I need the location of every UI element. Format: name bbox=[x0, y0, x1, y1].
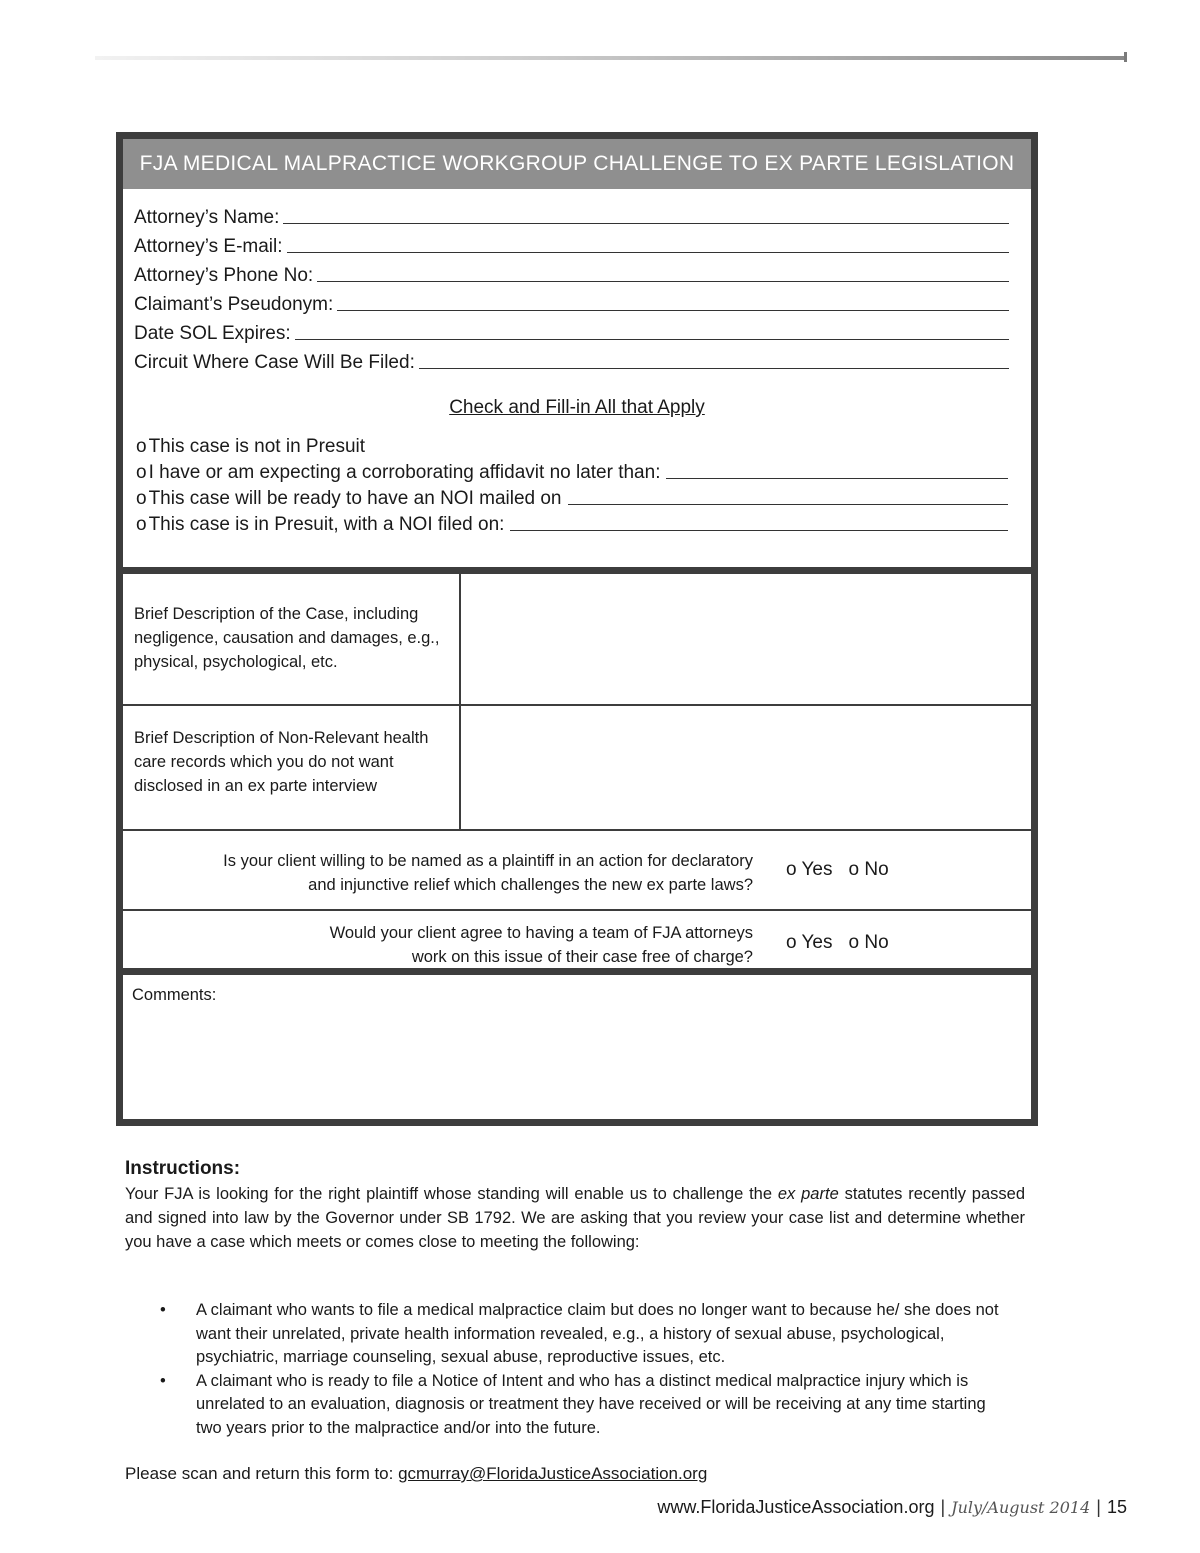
instructions-text: statutes recently passed and signed into law by the Governor under SB 1792. We are asking that you review your case list and determine whether you have a case which meets or comes close to meeting the following: bbox=[125, 1185, 1026, 1251]
instructions-body bbox=[125, 1182, 1025, 1254]
records-description-input[interactable] bbox=[461, 706, 1031, 829]
field-label: Circuit Where Case Will Be Filed: bbox=[134, 352, 415, 373]
yes-option[interactable]: o Yes bbox=[786, 932, 833, 953]
question-line: and injunctive relief which challenges the new ex parte laws? bbox=[308, 876, 753, 894]
list-item bbox=[160, 1299, 1010, 1370]
return-email-link[interactable]: gcmurray@FloridaJusticeAssociation.org bbox=[398, 1464, 708, 1483]
fill-line[interactable] bbox=[317, 281, 1009, 282]
row-divider bbox=[123, 909, 1031, 911]
footer-issue: July/August 2014 bbox=[951, 1498, 1091, 1517]
checkbox-icon[interactable]: o bbox=[136, 436, 147, 457]
check-item-label: This case will be ready to have an NOI mailed on bbox=[148, 488, 562, 509]
team-yes-no bbox=[786, 932, 905, 954]
checkbox-icon[interactable]: o bbox=[136, 462, 147, 483]
return-text: Please scan and return this form to: bbox=[125, 1464, 399, 1483]
field-label: Claimant’s Pseudonym: bbox=[134, 294, 334, 315]
date-sol-expires-field[interactable] bbox=[134, 319, 1009, 345]
section-divider bbox=[123, 567, 1031, 574]
footer-website[interactable]: www.FloridaJusticeAssociation.org bbox=[657, 1497, 935, 1517]
records-description-label: Brief Description of Non-Relevant health care records which you do not want disclosed in an ex parte interview bbox=[134, 729, 429, 795]
form-frame bbox=[116, 132, 1038, 1126]
question-line: work on this issue of their case free of charge? bbox=[411, 948, 753, 966]
claimant-pseudonym-field[interactable] bbox=[134, 290, 1009, 316]
fill-line[interactable] bbox=[510, 530, 1008, 531]
criteria-list bbox=[160, 1299, 1010, 1440]
checkbox-icon[interactable]: o bbox=[136, 488, 147, 509]
check-item-noi-filed[interactable] bbox=[136, 510, 1008, 536]
field-label: Attorney’s Name: bbox=[134, 207, 280, 228]
check-item-not-presuit[interactable] bbox=[136, 432, 1008, 458]
no-option[interactable]: o No bbox=[848, 859, 889, 880]
footer-separator: | bbox=[940, 1497, 946, 1517]
plaintiff-yes-no bbox=[786, 859, 905, 881]
check-item-label: I have or am expecting a corroborating affidavit no later than: bbox=[148, 462, 661, 483]
fill-line[interactable] bbox=[666, 478, 1008, 479]
yes-option[interactable]: o Yes bbox=[786, 859, 833, 880]
fill-line[interactable] bbox=[568, 504, 1008, 505]
attorney-email-field[interactable] bbox=[134, 232, 1009, 258]
case-description-label: Brief Description of the Case, including negligence, causation and damages, e.g., physical, psychological, etc. bbox=[134, 605, 440, 671]
section-divider bbox=[123, 968, 1031, 975]
fill-line[interactable] bbox=[419, 368, 1009, 369]
fill-line[interactable] bbox=[283, 223, 1009, 224]
bullet-icon: • bbox=[160, 1301, 166, 1319]
page-number: 15 bbox=[1106, 1497, 1127, 1517]
return-instructions bbox=[125, 1464, 707, 1484]
form-title: FJA MEDICAL MALPRACTICE WORKGROUP CHALLENGE TO EX PARTE LEGISLATION bbox=[123, 139, 1031, 189]
instructions-italic: ex parte bbox=[777, 1185, 839, 1203]
check-item-label: This case is not in Presuit bbox=[148, 436, 366, 457]
fill-line[interactable] bbox=[295, 339, 1009, 340]
team-question bbox=[143, 921, 753, 969]
case-description-input[interactable] bbox=[461, 574, 1031, 704]
top-rule bbox=[95, 56, 1127, 60]
check-heading: Check and Fill-in All that Apply bbox=[449, 397, 705, 418]
attorney-phone-field[interactable] bbox=[134, 261, 1009, 287]
fill-line[interactable] bbox=[337, 310, 1009, 311]
attorney-name-field[interactable] bbox=[134, 203, 1009, 229]
comments-label: Comments: bbox=[132, 986, 217, 1004]
fill-line[interactable] bbox=[287, 252, 1009, 253]
list-item-text: A claimant who wants to file a medical malpractice claim but does no longer want to because he/ she does not want their unrelated, private health information revealed, e.g., a history of sexual abuse, psychological, psychiatric, marriage counseling, sexual abuse, reproductive issues, etc. bbox=[196, 1301, 999, 1366]
list-item bbox=[160, 1370, 1010, 1441]
instructions-title: Instructions: bbox=[125, 1158, 241, 1179]
row-divider bbox=[123, 829, 1031, 831]
question-line: Is your client willing to be named as a plaintiff in an action for declaratory bbox=[223, 852, 753, 870]
check-item-noi-mailed[interactable] bbox=[136, 484, 1008, 510]
page-footer bbox=[657, 1497, 1127, 1518]
top-rule-tick bbox=[1124, 52, 1127, 62]
plaintiff-question bbox=[143, 849, 753, 897]
comments-input[interactable] bbox=[123, 975, 1031, 1119]
question-line: Would your client agree to having a team of FJA attorneys bbox=[329, 924, 753, 942]
field-label: Date SOL Expires: bbox=[134, 323, 291, 344]
instructions-text: Your FJA is looking for the right plaintiff whose standing will enable us to challenge the bbox=[125, 1185, 778, 1203]
check-item-label: This case is in Presuit, with a NOI filed on: bbox=[148, 514, 505, 535]
footer-separator: | bbox=[1096, 1497, 1101, 1517]
circuit-field[interactable] bbox=[134, 348, 1009, 374]
list-item-text: A claimant who is ready to file a Notice of Intent and who has a distinct medical malpractice injury which is unrelated to an evaluation, diagnosis or treatment they have received or will be receiving at any time starting two years prior to the malpractice and/or into the future. bbox=[196, 1371, 986, 1437]
no-option[interactable]: o No bbox=[848, 932, 889, 953]
bullet-icon: • bbox=[160, 1371, 166, 1390]
checkbox-icon[interactable]: o bbox=[136, 514, 147, 535]
field-label: Attorney’s E-mail: bbox=[134, 236, 283, 257]
check-item-affidavit[interactable] bbox=[136, 458, 1008, 484]
field-label: Attorney’s Phone No: bbox=[134, 265, 314, 286]
